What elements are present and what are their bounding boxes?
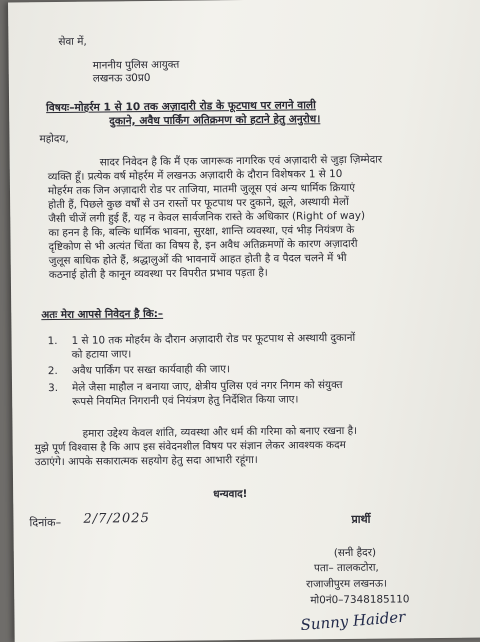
- body-line-1: सादर निवेदन है कि मैं एक जागरूक नागरिक एवं अज़ादारी से जुड़ा ज़िम्मेदार: [99, 153, 383, 169]
- letter-paper: [8, 0, 480, 642]
- sender-address-2: राजाजीपुरम लखनऊ।: [306, 577, 388, 591]
- sender-address-1: पता– तालकटोरा,: [313, 561, 379, 575]
- body-line-7: दृष्टिकोण से भी अत्यंत चिंता का विषय है, इन अवैध अतिक्रमणों के कारण अज़ादारी: [48, 237, 358, 254]
- sender-mobile: मो0नं0–7348185110: [310, 593, 410, 607]
- closing-line-1: हमारा उद्देश्य केवल शांति, व्यवस्था और धर्म की गरिमा को बनाए रखना है।: [82, 424, 358, 440]
- sender-name: (सनी हैदर): [333, 546, 377, 560]
- addressee-line-1: माननीय पुलिस आयुक्त: [92, 58, 180, 72]
- applicant-label: प्रार्थी: [351, 512, 371, 526]
- request-line: अवैध पार्किंग पर सख्त कार्यवाही की जाए।: [71, 363, 231, 377]
- request-line: 1 से 10 तक मोहर्रम के दौरान अज़ादारी रोड पर फूटपाथ से अस्थायी दुकानों: [71, 331, 356, 347]
- body-line-2: व्यक्ति हूँ। प्रत्येक वर्ष मोहर्रम में लखनऊ अज़ादारी के दौरान विशेषकर 1 से 10: [47, 167, 343, 184]
- subject-line-1: विषयः–मोहर्रम 1 से 10 तक अज़ादारी रोड के फूटपाथ पर लगने वाली: [46, 99, 316, 115]
- request-line: को हटाया जाए।: [71, 348, 132, 361]
- salutation-to: सेवा में,: [58, 35, 87, 48]
- salutation: महोदय,: [39, 132, 69, 146]
- request-line: रूपसे नियमित निगरानी एवं नियंत्रण हेतु निर्देशित किया जाए।: [72, 393, 299, 408]
- closing-line-2: मुझे पूर्ण विश्वास है कि आप इस संवेदनशील विषय पर संज्ञान लेकर आवश्यक कदम: [34, 438, 346, 455]
- body-line-8: जुलूस बाधिक होते हैं, श्रद्धालुओं की भावनायें आहत होती है व पैदल चलने में भी: [48, 251, 347, 268]
- thanks: धन्यवाद!: [213, 487, 248, 501]
- request-number: 1.: [47, 334, 58, 348]
- body-line-9: कठनाई होती है कानून व्यवस्था पर विपरीत प्रभाव पड़ता है।: [48, 266, 268, 282]
- date-label: दिनांक–: [29, 515, 62, 530]
- body-line-6: का हनन है कि, बल्कि धार्मिक भावना, सुरक्षा, शान्ति व्यवस्था, एवं भीड़ नियंत्रण के: [48, 223, 355, 240]
- closing-line-3: उठाएंगे। आपके सकारात्मक सहयोग हेतु सदा आभारी रहूंगा।: [34, 453, 258, 469]
- request-number: 2.: [47, 364, 58, 378]
- date-value: 2/7/2025: [83, 511, 150, 527]
- signature: Sunny Haider: [299, 607, 407, 635]
- body-line-3: मोहर्रम तक जिन अज़ादारी रोड पर ताजिया, मातमी जुलूस एवं अन्य धार्मिक क्रियाएं: [47, 181, 355, 198]
- subject-line-2: दुकाने, अवैध पार्किंग अतिक्रमण को हटाने हेतु अनुरोध।: [109, 113, 321, 128]
- body-line-5: जैसी चीजें लगी हुई हैं, यह न केवल सार्वजनिक रास्ते के अधिकार (Right of way): [48, 209, 366, 226]
- request-number: 3.: [47, 381, 59, 395]
- request-heading: अतः मेरा आपसे निवेदन है कि:–: [41, 307, 164, 322]
- body-line-4: होती हैं, पिछले कुछ वर्षों से उन रास्तों पर फूटपाथ पर दुकाने, झूले, अस्थायी मेलों: [48, 195, 349, 212]
- request-line: मेले जैसा माहौल न बनाया जाए, क्षेत्रीय पुलिस एवं नगर निगम को संयुक्त: [71, 378, 343, 394]
- addressee-line-2: लखनऊ उ0प्र0: [92, 71, 151, 85]
